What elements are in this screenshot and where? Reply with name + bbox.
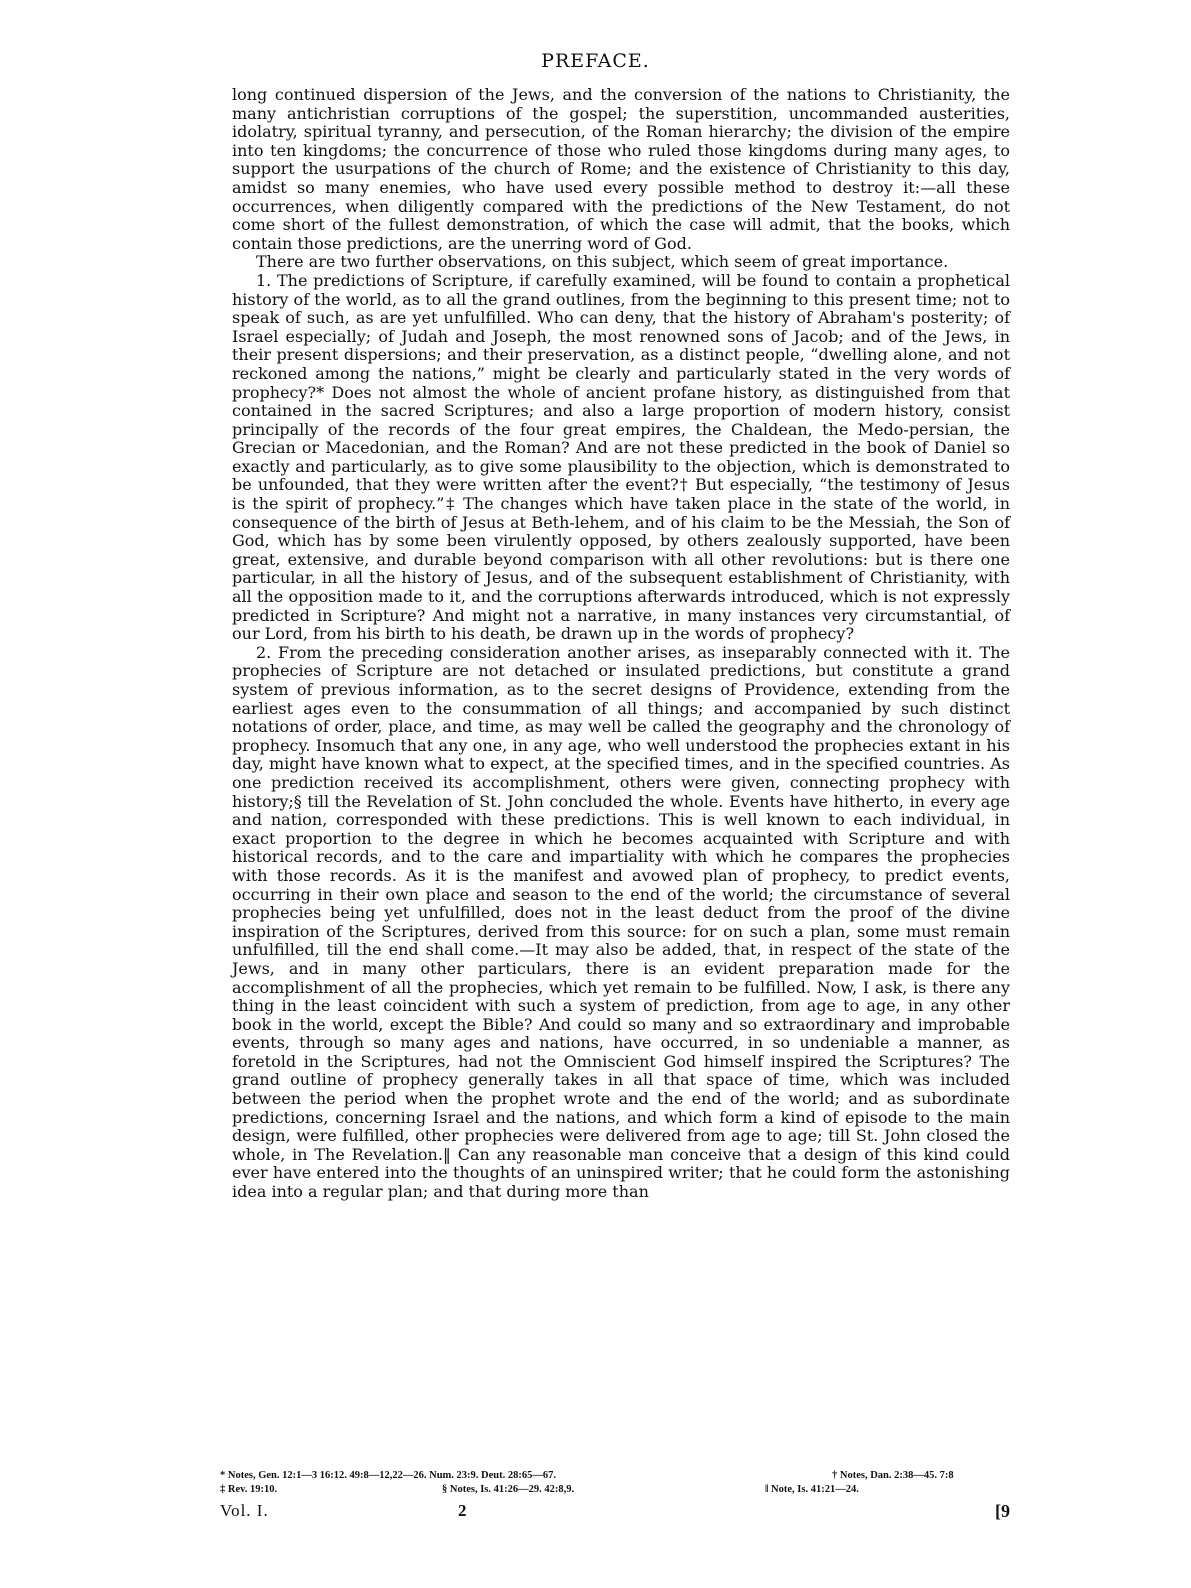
footnote-section: § Notes, Is. 41:26—29. 42:8,9. xyxy=(442,1484,575,1495)
footnote-row-1 xyxy=(220,1469,1010,1483)
volume-mark: Vol. I. xyxy=(220,1501,269,1520)
page-foot xyxy=(220,1501,1010,1525)
footnote-star: * Notes, Gen. 12:1—3 16:12. 49:8—12,22—26. Num. 23:9. Deut. 28:65—67. xyxy=(220,1470,556,1481)
footnote-double-dagger: ‡ Rev. 19:10. xyxy=(220,1484,278,1495)
paragraph-observations-intro: There are two further observations, on this subject, which seem of great importance. xyxy=(256,252,949,272)
paragraph-observation-2: 2. From the preceding consideration another arises, as inseparably connected with it. The prophecies of Scripture are not detached or insulated predictions, but constitute a grand system of previous information, as to the secret designs of Providence, extending from the earliest ages even to the consummation of all things; and accompanied by such distinct notations of order, place, and time, as may well be called the geography and the chronology of prophecy. Insomuch that any one, in any age, who well understood the prophecies extant in his day, might have known what to expect, at the specified times, and in the specified countries. As one prediction received its accomplishment, others were given, connecting prophecy with history;§ till the Revelation of St. John concluded the whole. Events have hitherto, in every age and nation, corresponded with these predictions. This is well known to each individual, in exact proportion to the degree in which he becomes acquainted with Scripture and with historical records, and to the care and impartiality with which he compares the prophecies with those records. As it is the manifest and avowed plan of prophecy, to predict events, occurring in their own place and season to the end of the world; the circumstance of several prophecies being yet unfulfilled, does not in the least deduct from the proof of the divine inspiration of the Scriptures, derived from this source: for on such a plan, some must remain unfulfilled, till the end shall come.—It may also be added, that, in respect of the state of the Jews, and in many other particulars, there is an evident preparation made for the accomplishment of all the prophecies, which yet remain to be fulfilled. Now, I ask, is there any thing in the least coincident with such a system of prediction, from age to age, in any other book in the world, except the Bible? And could so many and so extraordinary and improbable events, through so many ages and nations, have occurred, in so undeniable a manner, as foretold in the Scriptures, had not the Omniscient God himself inspired the Scriptures? The grand outline of prophecy generally takes in all that space of time, which was included between the period when the prophet wrote and the end of the world; and as subordinate predictions, concerning Israel and the nations, and which form a kind of episode to the main design, were fulfilled, other prophecies were delivered from age to age; till St. John closed the whole, in The Revelation.‖ Can any reasonable man conceive that a design of this kind could ever have entered into the thoughts of an uninspired writer; that he could form the astonishing idea into a regular plan; and that during more than xyxy=(232,642,1010,1202)
footnote-parallel: ‖ Note, Is. 41:21—24. xyxy=(765,1484,859,1495)
paragraph-continuation: long continued dispersion of the Jews, and the conversion of the nations to Christianity, the many antichristian corruptions of the gospel; the superstition, uncommanded austerities, idolatry, spiritual tyranny, and persecution, of the Roman hierarchy; the division of the empire into ten kingdoms; the concurrence of those who ruled those kingdoms during many ages, to support the usurpations of the church of Rome; and the existence of Christianity to this day, amidst so many enemies, who have used every possible method to destroy it:—all these occurrences, when diligently compared with the predictions of the New Testament, do not come short of the fullest demonstration, of which the case will admit, that the books, which contain those predictions, are the unerring word of God. xyxy=(232,85,1010,253)
footnote-dagger: † Notes, Dan. 2:38—45. 7:8 xyxy=(832,1470,954,1481)
signature-mark: [9 xyxy=(995,1501,1010,1521)
folio-mark: 2 xyxy=(458,1501,467,1520)
footnote-row-2 xyxy=(220,1483,1010,1497)
footnotes xyxy=(220,1469,1010,1497)
running-head: PREFACE. xyxy=(541,50,650,72)
paragraph-observation-1: 1. The predictions of Scripture, if carefully examined, will be found to contain a prophetical history of the world, as to all the grand outlines, from the beginning to this present time; not to speak of such, as are yet unfulfilled. Who can deny, that the history of Abraham's posterity; of Israel especially; of Judah and Joseph, the most renowned sons of Jacob; and of the Jews, in their present dispersions; and their preservation, as a distinct people, “dwelling alone, and not reckoned among the nations,” might be clearly and particularly stated in the very words of prophecy?* Does not almost the whole of ancient profane history, as distinguished from that contained in the sacred Scriptures; and also a large proportion of modern history, consist principally of the records of the four great empires, the Chaldean, the Medo-persian, the Grecian or Macedonian, and the Roman? And are not these predicted in the book of Daniel so exactly and particularly, as to give some plausibility to the objection, which is demonstrated to be unfounded, that they were written after the event?† But especially, “the testimony of Jesus is the spirit of prophecy.”‡ The changes which have taken place in the state of the world, in consequence of the birth of Jesus at Beth-lehem, and of his claim to be the Messiah, the Son of God, which has by some been virulently opposed, by others zealously supported, have been great, extensive, and durable beyond comparison with all other revolutions: but is there one particular, in all the history of Jesus, and of the subsequent establishment of Christianity, with all the opposition made to it, and the corruptions afterwards introduced, which is not expressly predicted in Scripture? And might not a narrative, in many instances very circumstantial, of our Lord, from his birth to his death, be drawn up in the words of prophecy? xyxy=(232,270,1010,644)
body-text xyxy=(232,86,1010,1202)
